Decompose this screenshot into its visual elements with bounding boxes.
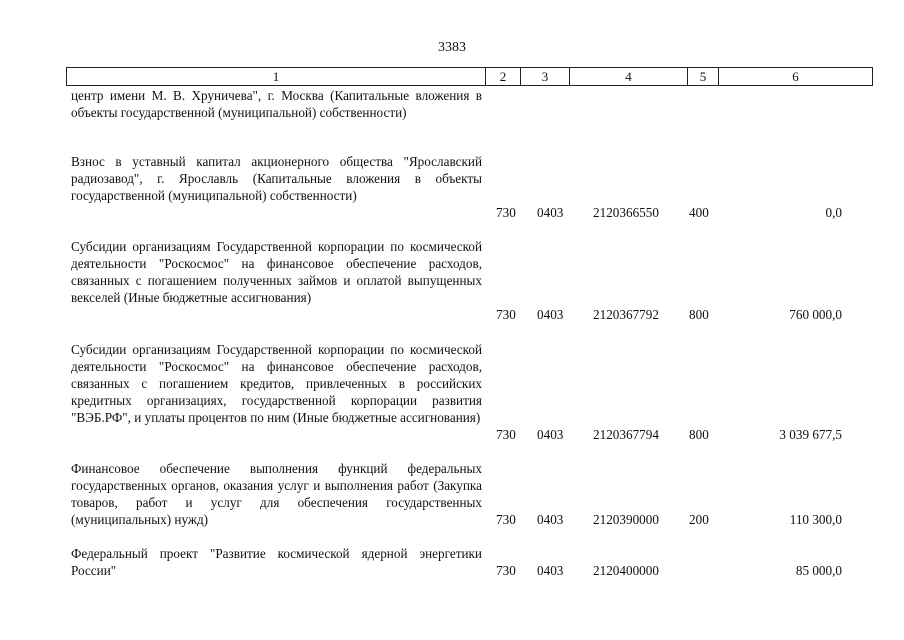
page-number: 3383: [438, 40, 466, 55]
row-target-code: 2120390000: [593, 512, 659, 527]
row-description: Федеральный проект "Развитие космической ядерной энергетики России": [71, 546, 482, 578]
row-amount: 3 039 677,5: [779, 427, 842, 442]
row-amount: 760 000,0: [789, 307, 842, 322]
row-amount: 0,0: [825, 205, 842, 220]
row-amount: 110 300,0: [789, 512, 842, 527]
row-expense-type: 400: [689, 205, 709, 220]
row-expense-type: 200: [689, 512, 709, 527]
row-expense-type: 800: [689, 427, 709, 442]
row-description: Субсидии организациям Государственной корпорации по космической деятельности "Роскосмос" на финансовое обеспечение расходов, связанных с погашением кредитов, привлеченных в российских кредитных организациях, государственной корпорации развития "ВЭБ.РФ", и уплаты процентов по ним (Иные бюджетные ассигнования): [71, 342, 482, 425]
row-description: Субсидии организациям Государственной корпорации по космической деятельности "Роскосмос" на финансовое обеспечение расходов, связанных с погашением полученных займов и оплатой выпущенных векселей (Иные бюджетные ассигнования): [71, 239, 482, 305]
row-target-code: 2120400000: [593, 563, 659, 578]
row-expense-type: 800: [689, 307, 709, 322]
row-description: центр имени М. В. Хруничева", г. Москва (Капитальные вложения в объекты государственной (муниципальной) собственности): [71, 88, 482, 120]
row-section-code: 0403: [537, 307, 564, 322]
header-col-3: 3: [521, 68, 570, 85]
row-target-code: 2120367792: [593, 307, 659, 322]
row-admin-code: 730: [496, 427, 516, 442]
header-col-1: 1: [67, 68, 486, 85]
row-target-code: 2120366550: [593, 205, 659, 220]
header-col-4: 4: [570, 68, 688, 85]
row-section-code: 0403: [537, 563, 564, 578]
row-section-code: 0403: [537, 427, 564, 442]
row-admin-code: 730: [496, 205, 516, 220]
row-description: Финансовое обеспечение выполнения функций федеральных государственных органов, оказания услуг и выполнения работ (Закупка товаров, работ и услуг для обеспечения государственных (муниципальных) нужд): [71, 461, 482, 527]
row-description: Взнос в уставный капитал акционерного общества "Ярославский радиозавод", г. Ярославль (Капитальные вложения в объекты государственной (муниципальной) собственности): [71, 154, 482, 203]
row-section-code: 0403: [537, 512, 564, 527]
row-section-code: 0403: [537, 205, 564, 220]
row-admin-code: 730: [496, 563, 516, 578]
row-admin-code: 730: [496, 512, 516, 527]
row-amount: 85 000,0: [795, 563, 842, 578]
header-col-5: 5: [688, 68, 719, 85]
header-col-6: 6: [792, 69, 799, 84]
table-header: [66, 67, 873, 86]
header-col-2: 2: [486, 68, 521, 85]
row-admin-code: 730: [496, 307, 516, 322]
row-target-code: 2120367794: [593, 427, 659, 442]
